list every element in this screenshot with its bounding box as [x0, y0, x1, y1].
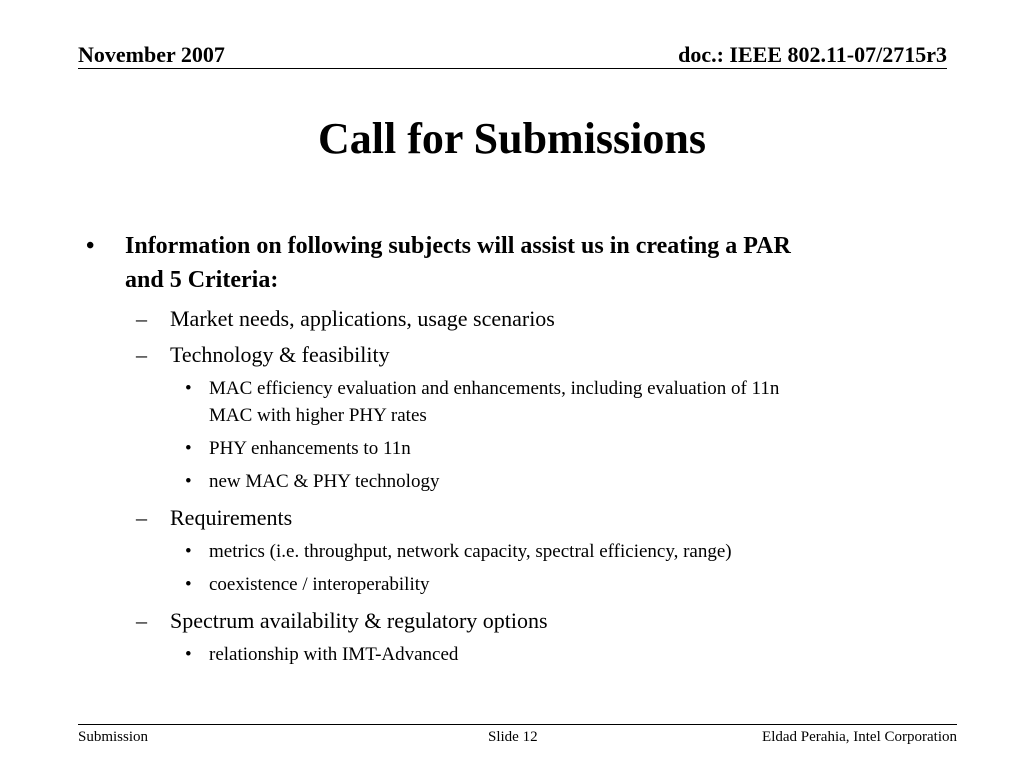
- footer-divider: [78, 724, 957, 725]
- sub-item-technology: Technology & feasibility: [170, 342, 390, 367]
- bullet-marker: •: [185, 438, 192, 459]
- sub-sub-item-mac-efficiency: MAC efficiency evaluation and enhancements, including evaluation of 11n: [209, 378, 780, 399]
- header-doc-id: doc.: IEEE 802.11-07/2715r3: [678, 42, 947, 67]
- bullet-marker: •: [185, 644, 192, 665]
- footer-slide-number: Slide 12: [488, 729, 538, 745]
- sub-sub-item-phy-enhancements: PHY enhancements to 11n: [209, 438, 411, 459]
- sub-item-market-needs: Market needs, applications, usage scenarios: [170, 306, 555, 331]
- slide-title: Call for Submissions: [318, 114, 706, 163]
- sub-sub-item-coexistence: coexistence / interoperability: [209, 574, 430, 595]
- bullet-main-line-1: Information on following subjects will assist us in creating a PAR: [125, 233, 791, 259]
- bullet-marker: •: [185, 378, 192, 399]
- dash-marker: –: [136, 505, 147, 530]
- bullet-main-line-2: and 5 Criteria:: [125, 267, 279, 293]
- bullet-marker: •: [86, 233, 95, 259]
- dash-marker: –: [136, 342, 147, 367]
- bullet-marker: •: [185, 574, 192, 595]
- header-date: November 2007: [78, 42, 225, 67]
- footer-author: Eldad Perahia, Intel Corporation: [762, 729, 957, 745]
- sub-sub-item-new-technology: new MAC & PHY technology: [209, 471, 440, 492]
- footer-submission: Submission: [78, 729, 149, 745]
- bullet-marker: •: [185, 471, 192, 492]
- dash-marker: –: [136, 608, 147, 633]
- sub-sub-item-metrics: metrics (i.e. throughput, network capacity, spectral efficiency, range): [209, 541, 732, 562]
- dash-marker: –: [136, 306, 147, 331]
- sub-item-requirements: Requirements: [170, 505, 293, 530]
- sub-item-spectrum: Spectrum availability & regulatory options: [170, 608, 548, 633]
- sub-sub-item-imt-advanced: relationship with IMT-Advanced: [209, 644, 459, 665]
- sub-sub-item-mac-efficiency-cont: MAC with higher PHY rates: [209, 405, 427, 426]
- bullet-marker: •: [185, 541, 192, 562]
